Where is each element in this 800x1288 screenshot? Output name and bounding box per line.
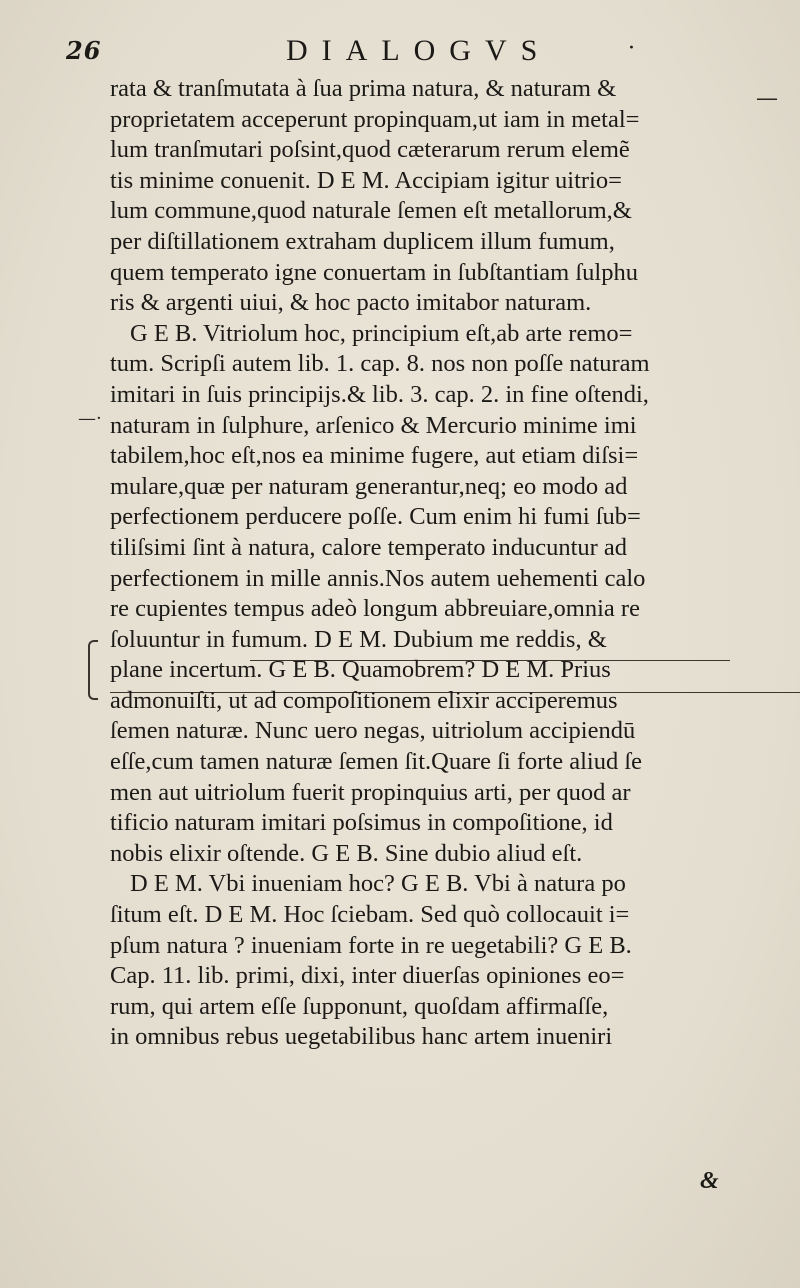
marginal-bracket [88, 640, 98, 700]
text-line: tificio naturam imitari poſsimus in compoſitione, id [110, 809, 613, 837]
text-line: ſemen naturæ. Nunc uero negas, uitriolum accipiendū [110, 717, 636, 745]
text-line: perfectionem in mille annis.Nos autem uehementi calo [110, 564, 646, 592]
text-line: eſſe,cum tamen naturæ ſemen ſit.Quare ſi forte aliud ſe [110, 748, 643, 776]
text-line: rata & tranſmutata à ſua prima natura, & naturam & [110, 75, 617, 102]
text-line: admonuiſti, ut ad compoſitionem elixir acciperemus [110, 686, 618, 714]
text-line: lum tranſmutari poſsint,quod cæterarum rerum elemẽ [110, 136, 630, 164]
text-line: quem temperato igne conuertam in ſubſtantiam ſulphu [110, 258, 638, 286]
text-line: tiliſsimi ſint à natura, calore temperato inducuntur ad [110, 533, 628, 561]
text-line: D E M. Vbi inueniam hoc? G E B. Vbi à natura po [130, 870, 626, 898]
text-line: pſum natura ? inueniam forte in re uegetabili? G E B. [110, 931, 632, 959]
body-text [110, 74, 750, 1053]
text-line: ſoluuntur in fumum. D E M. Dubium me reddis, & [110, 625, 607, 653]
text-line: proprietatem acceperunt propinquam,ut iam in metal= [110, 105, 640, 133]
text-line: imitari in ſuis principijs.& lib. 3. cap. 2. in fine oſtendi, [110, 380, 649, 408]
text-line: Cap. 11. lib. primi, dixi, inter diuerſas opiniones eo= [110, 962, 625, 990]
margin-mark-right: — [756, 86, 778, 111]
text-line: tabilem,hoc eſt,nos ea minime fugere, aut etiam diſsi= [110, 442, 639, 470]
text-line: rum, qui artem eſſe ſupponunt, quoſdam affirmaſſe, [110, 992, 609, 1020]
text-line: naturam in ſulphure, arſenico & Mercurio minime imi [110, 411, 637, 439]
text-line: G E B. Vitriolum hoc, principium eſt,ab arte remo= [130, 319, 633, 347]
text-line: men aut uitriolum fuerit propinquius arti, per quod ar [110, 778, 631, 806]
margin-mark-left: —· [78, 408, 102, 429]
text-line: lum commune,quod naturale ſemen eſt metallorum,& [110, 197, 632, 225]
text-line: ſitum eſt. D E M. Hoc ſciebam. Sed quò collocauit i= [110, 901, 630, 929]
text-line: perfectionem perducere poſſe. Cum enim hi fumi ſub= [110, 503, 641, 531]
text-line: tum. Scripſi autem lib. 1. cap. 8. nos non poſſe naturam [110, 350, 650, 378]
text-line: plane incertum. G E B. Quamobrem? D E M. Prius [110, 656, 611, 684]
text-line: per diſtillationem extraham duplicem illum fumum, [110, 227, 615, 255]
text-line: ris & argenti uiui, & hoc pacto imitabor naturam. [110, 289, 592, 317]
text-line: re cupientes tempus adeò longum abbreuiare,omnia re [110, 595, 640, 623]
text-line: tis minime conuenit. D E M. Accipiam igitur uitrio= [110, 166, 622, 194]
catchword: & [700, 1168, 719, 1194]
page-number: 26 [66, 36, 102, 65]
text-line: in omnibus rebus uegetabilibus hanc artem inueniri [110, 1023, 613, 1051]
text-line: mulare,quæ per naturam generantur,neq; eo modo ad [110, 472, 628, 500]
header-mark: · [628, 36, 635, 61]
running-title: DIALOGVS [286, 34, 552, 67]
text-line: nobis elixir oſtende. G E B. Sine dubio aliud eſt. [110, 839, 583, 867]
